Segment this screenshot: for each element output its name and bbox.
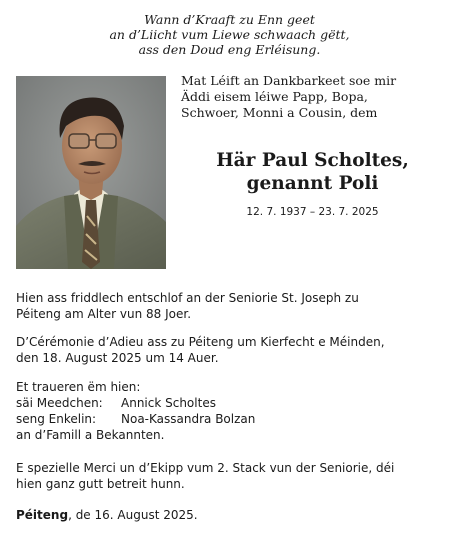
poem-line: ass den Doud eng Erléisung. — [138, 42, 321, 57]
poem-line: an d’Liicht vum Liewe schwaach gëtt, — [109, 27, 350, 42]
mourner-relation: seng Enkelin: — [16, 412, 97, 426]
ceremony-line: den 18. August 2025 um 14 Auer. — [16, 351, 219, 365]
ceremony-line: D’Cérémonie d’Adieu ass zu Péiteng um Kierfecht e Méinden, — [16, 335, 385, 349]
place-date — [16, 507, 446, 523]
thanks-line: E spezielle Merci un d’Ekipp vum 2. Stack vun der Seniorie, déi — [16, 461, 395, 475]
mourner-relation: säi Meedchen: — [16, 396, 103, 410]
deceased-name: Här Paul Scholtes, — [216, 150, 409, 171]
deceased-nickname: genannt Poli — [246, 173, 379, 194]
ceremony-notice — [16, 334, 446, 366]
intro-line: Äddi eisem léiwe Papp, Bopa, — [181, 89, 368, 104]
poem — [0, 12, 459, 57]
death-notice-line: Hien ass friddlech entschlof an der Seniorie St. Joseph zu — [16, 291, 359, 305]
mourners-block — [16, 379, 446, 443]
intro-text — [181, 73, 445, 121]
thanks-note — [16, 460, 446, 492]
intro-line: Schwoer, Monni a Cousin, dem — [181, 105, 378, 120]
mourner-name: Noa-Kassandra Bolzan — [121, 412, 256, 426]
intro-line: Mat Léift an Dankbarkeet soe mir — [181, 73, 397, 88]
mourners-intro: Et traueren ëm hien: — [16, 380, 141, 394]
mourner-name: Annick Scholtes — [121, 396, 216, 410]
death-notice-line: Péiteng am Alter vun 88 Joer. — [16, 307, 192, 321]
place-name: Péiteng — [16, 508, 69, 522]
mourner-row — [16, 411, 446, 427]
portrait-photo — [16, 76, 166, 269]
family-line: an d’Famill a Bekannten. — [16, 428, 165, 442]
poem-line: Wann d’Kraaft zu Enn geet — [144, 12, 315, 27]
death-notice — [16, 290, 446, 322]
thanks-line: hien ganz gutt betreit hunn. — [16, 477, 185, 491]
mourner-row — [16, 395, 446, 411]
life-dates: 12. 7. 1937 – 23. 7. 2025 — [246, 206, 379, 218]
notice-date: , de 16. August 2025. — [68, 508, 198, 522]
